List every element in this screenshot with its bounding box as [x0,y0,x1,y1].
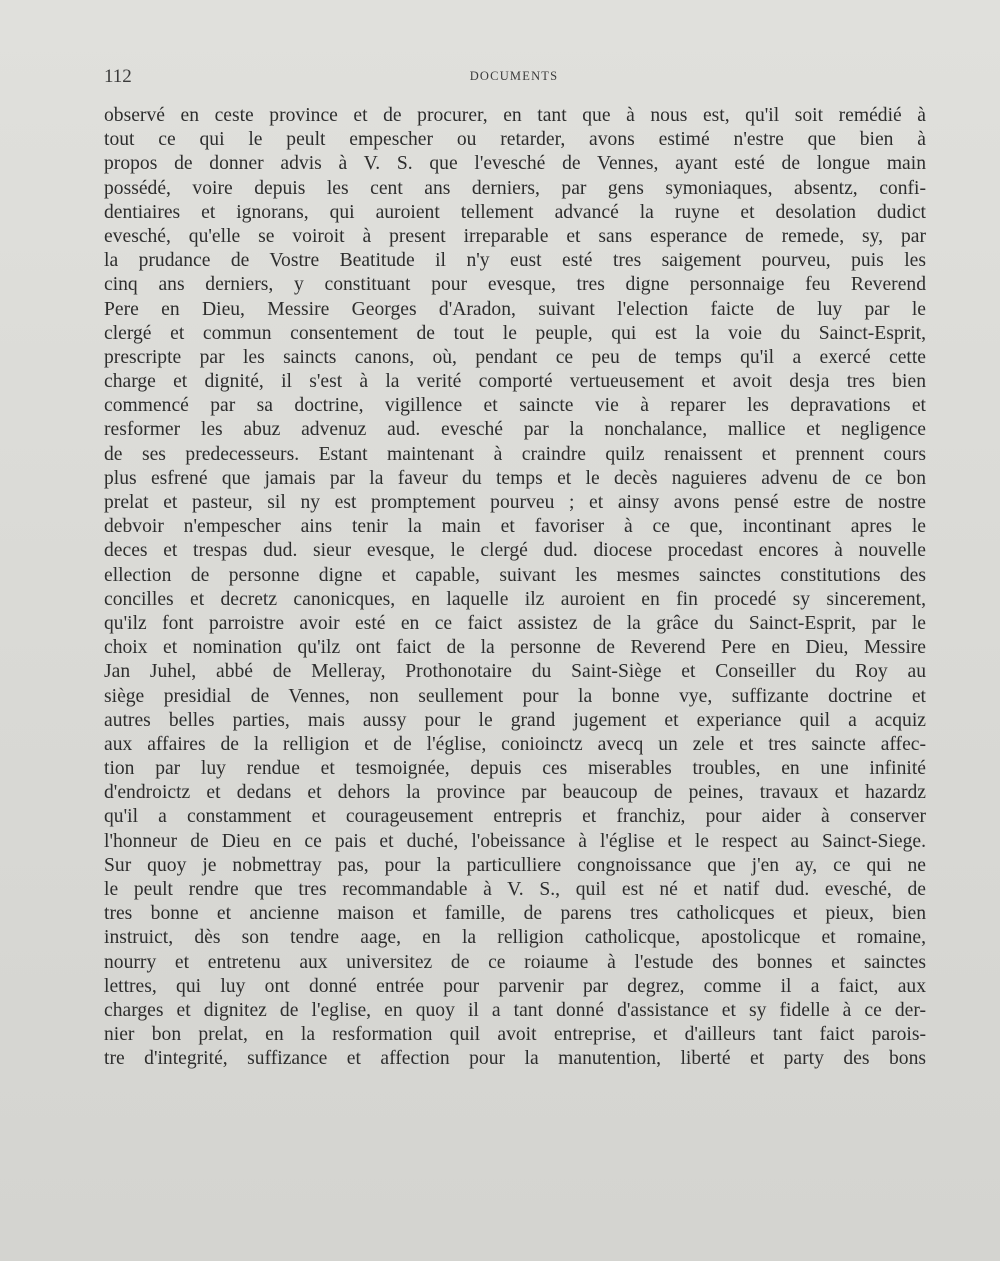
text-line: le peult rendre que tres recommandable à V. S., quil est né et natif dud. evesché, de [104,879,926,900]
body-text [104,104,926,1072]
text-line: tres bonne et ancienne maison et famille, de parens tres catholicques et pieux, bien [104,903,926,925]
text-line: siège presidial de Vennes, non seullement pour la bonne vye, suffizante doctrine et [104,685,926,707]
text-line: observé en ceste province et de procurer, en tant que à nous est, qu'il soit remédié à [104,105,926,126]
text-line: autres belles parties, mais aussy pour le grand jugement et experiance quil a acquiz [104,709,926,731]
text-line: instruict, dès son tendre aage, en la relligion catholicque, apostolicque et romaine, [104,927,926,949]
text-line: tout ce qui le peult empescher ou retarder, avons estimé n'estre que bien à [104,129,926,151]
text-line: debvoir n'empescher ains tenir la main et favoriser à ce que, incontinant apres le [104,516,926,538]
text-line: lettres, qui luy ont donné entrée pour parvenir par degrez, comme il a faict, aux [104,975,926,997]
text-line: choix et nomination qu'ilz ont faict de la personne de Reverend Pere en Dieu, Messire [104,637,926,659]
text-line: propos de donner advis à V. S. que l'evesché de Vennes, ayant esté de longue main [104,153,926,175]
text-line: aux affaires de la relligion et de l'église, conioinctz avecq un zele et tres saincte affec- [104,733,926,755]
text-line: l'honneur de Dieu en ce pais et duché, l'obeissance à l'église et le respect au Sainct-Siege. [104,830,926,852]
text-line: prescripte par les saincts canons, où, pendant ce peu de temps qu'il a exercé cette [104,346,926,368]
text-line: plus esfrené que jamais par la faveur du temps et le decès naguieres advenu de ce bon [104,467,926,489]
text-line: tion par luy rendue et tesmoignée, depuis ces miserables troubles, en une infinité [104,758,926,780]
text-line: de ses predecesseurs. Estant maintenant à craindre quilz renaissent et prennent cours [104,443,926,465]
text-line: ellection de personne digne et capable, suivant les mesmes sainctes constitutions des [104,564,926,586]
text-line: charge et dignité, il s'est à la verité comporté vertueusement et avoit desja tres bien [104,371,926,393]
page-number: 112 [104,66,132,87]
text-line: evesché, qu'elle se voiroit à present irreparable et sans esperance de remede, sy, par [104,225,926,247]
text-line: d'endroictz et dedans et dehors la province par beaucoup de peines, travaux et hazardz [104,782,926,804]
text-line: la prudance de Vostre Beatitude il n'y eust esté tres saigement pourveu, puis les [104,250,926,272]
text-line: Jan Juhel, abbé de Melleray, Prothonotaire du Saint-Siège et Conseiller du Roy au [104,661,926,683]
text-line: possédé, voire depuis les cent ans derniers, par gens symoniaques, absentz, confi- [104,177,926,199]
text-line: cinq ans derniers, y constituant pour evesque, tres digne personnaige feu Reverend [104,274,926,296]
text-line: tre d'integrité, suffizance et affection pour la manutention, liberté et party des bons [104,1048,926,1070]
text-line: charges et dignitez de l'eglise, en quoy il a tant donné d'assistance et sy fidelle à ce der- [104,999,926,1021]
text-line: concilles et decretz canonicques, en laquelle ilz auroient en fin procedé sy sincerement, [104,588,926,610]
text-line: commencé par sa doctrine, vigillence et saincte vie à reparer les depravations et [104,395,926,417]
text-line: dentiaires et ignorans, qui auroient tellement advancé la ruyne et desolation dudict [104,201,926,223]
running-header [104,66,924,88]
running-title: DOCUMENTS [469,69,559,83]
text-line: Pere en Dieu, Messire Georges d'Aradon, suivant l'election faicte de luy par le [104,298,926,320]
text-line: qu'il a constamment et courageusement entrepris et franchiz, pour aider à conserver [104,806,926,828]
text-line: prelat et pasteur, sil ny est promptement pourveu ; et ainsy avons pensé estre de nostre [104,492,926,513]
text-line: clergé et commun consentement de tout le peuple, qui est la voie du Sainct-Esprit, [104,322,926,344]
text-line: deces et trespas dud. sieur evesque, le clergé dud. diocese procedast encores à nouvelle [104,540,926,562]
text-line: nourry et entretenu aux universitez de ce roiaume à l'estude des bonnes et sainctes [104,951,926,973]
text-line: resformer les abuz advenuz aud. evesché par la nonchalance, mallice et negligence [104,419,926,441]
text-line: qu'ilz font parroistre avoir esté en ce faict assistez de la grâce du Sainct-Esprit, par le [104,612,926,634]
text-line: nier bon prelat, en la resformation quil avoit entreprise, et d'ailleurs tant faict parois- [104,1024,926,1046]
text-line: Sur quoy je nobmettray pas, pour la particulliere congnoissance que j'en ay, ce qui ne [104,854,926,876]
